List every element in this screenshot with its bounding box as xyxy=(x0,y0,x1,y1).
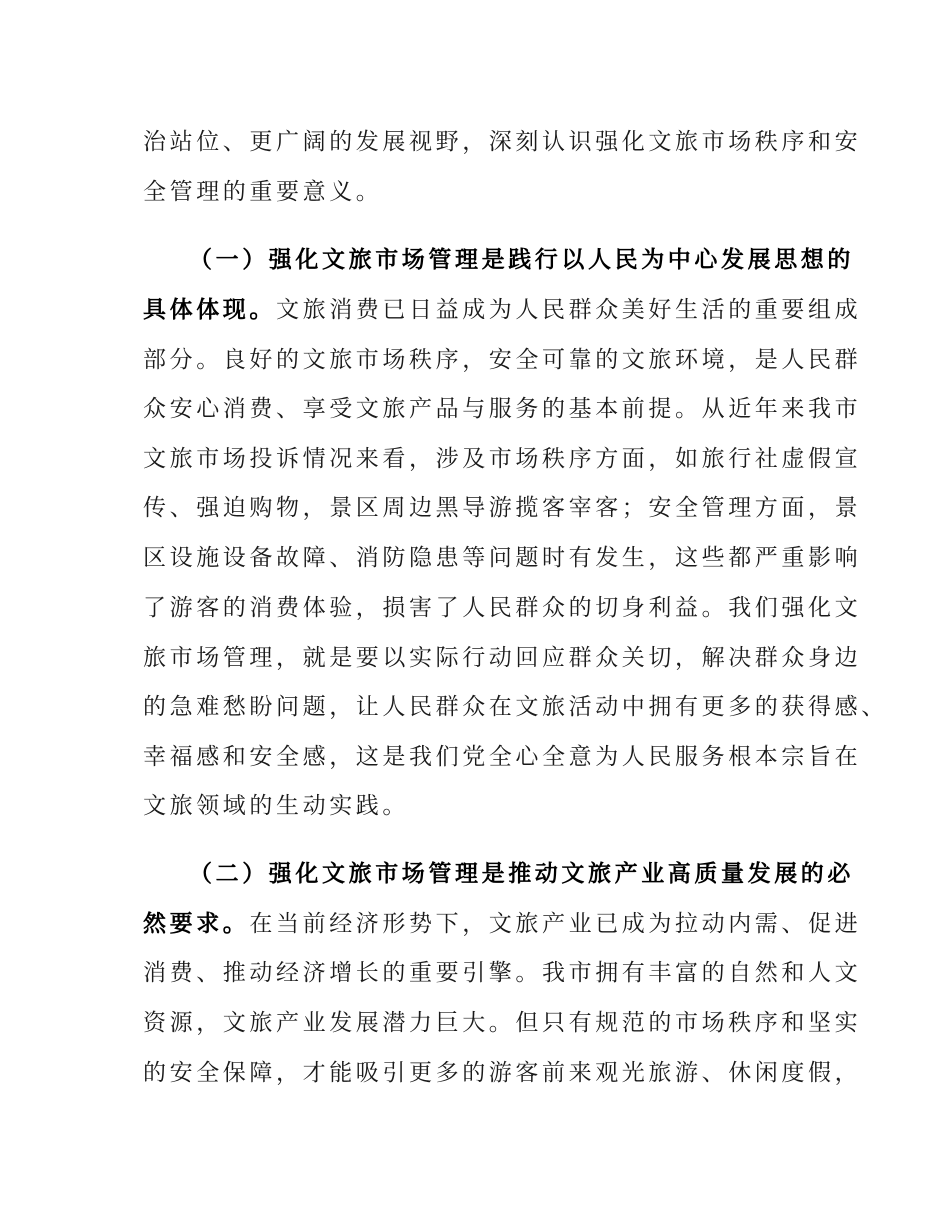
paragraph-line: 旅市场管理，就是要以实际行动回应群众关切，解决群众身边 xyxy=(143,645,862,671)
paragraph-line: 文旅领域的生动实践。 xyxy=(143,793,409,819)
paragraph-line: 消费、推动经济增长的重要引擎。我市拥有丰富的自然和人文 xyxy=(143,960,862,986)
section-heading-2-end: 然要求。 xyxy=(143,911,250,937)
paragraph-line: 区设施设备故障、消防隐患等问题时有发生，这些都严重影响 xyxy=(143,545,862,571)
paragraph-line: 了游客的消费体验，损害了人民群众的切身利益。我们强化文 xyxy=(143,595,862,621)
paragraph-line: 部分。良好的文旅市场秩序，安全可靠的文旅环境，是人民群 xyxy=(143,347,862,373)
paragraph-text: 在当前经济形势下，文旅产业已成为拉动内需、促进 xyxy=(249,911,862,937)
paragraph-line: 传、强迫购物，景区周边黑导游揽客宰客；安全管理方面，景 xyxy=(143,495,862,521)
paragraph-text: 文旅消费已日益成为人民群众美好生活的重要组成 xyxy=(276,297,862,323)
paragraph-line: 治站位、更广阔的发展视野，深刻认识强化文旅市场秩序和安 xyxy=(143,129,862,155)
paragraph-line: 幸福感和安全感，这是我们党全心全意为人民服务根本宗旨在 xyxy=(143,744,862,770)
paragraph-line: 资源，文旅产业发展潜力巨大。但只有规范的市场秩序和坚实 xyxy=(143,1010,862,1036)
paragraph-line: 全管理的重要意义。 xyxy=(143,179,383,205)
section-heading-2: （二）强化文旅市场管理是推动文旅产业高质量发展的必 xyxy=(189,861,854,887)
paragraph-line xyxy=(143,904,861,944)
paragraph-line: 的安全保障，才能吸引更多的游客前来观光旅游、休闲度假， xyxy=(143,1060,862,1086)
paragraph-line: 文旅市场投诉情况来看，涉及市场秩序方面，如旅行社虚假宣 xyxy=(143,446,862,472)
section-heading-1-end: 具体体现。 xyxy=(143,297,276,323)
section-heading-1: （一）强化文旅市场管理是践行以人民为中心发展思想的 xyxy=(189,247,854,273)
paragraph-line: 众安心消费、享受文旅产品与服务的基本前提。从近年来我市 xyxy=(143,396,862,422)
paragraph-line xyxy=(143,290,861,330)
paragraph-line: 的急难愁盼问题，让人民群众在文旅活动中拥有更多的获得感、 xyxy=(143,694,888,720)
